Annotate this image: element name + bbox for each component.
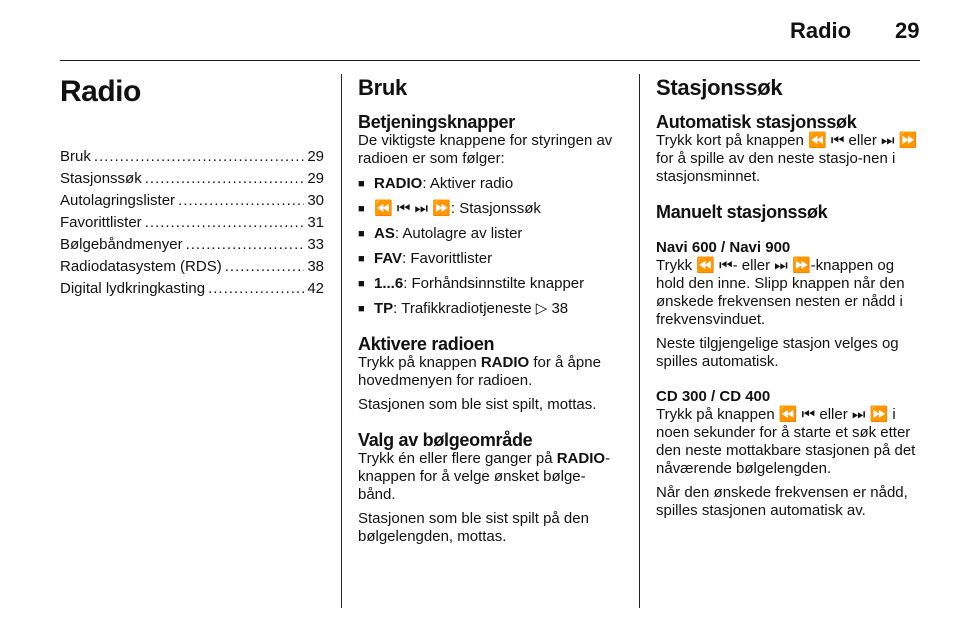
toc-entry-label: Stasjonssøk [60,170,142,187]
bullet-square-icon: ■ [358,178,365,190]
toc-leader [225,256,305,278]
heading-auto-search: Automatisk stasjonssøk [656,112,857,132]
auto-search-paragraph: Trykk kort på knappen ⏪ ⏮ eller ⏭ ⏩ for å spille av den neste stasjo-nen i stasjonsminnet. [656,132,918,185]
column-divider-2 [639,74,640,608]
bullet-text: ⏪ ⏮ ⏭ ⏩: Stasjonssøk [374,200,541,217]
bullet-text: : Forhåndsinnstilte knapper [403,275,585,292]
button-key: RADIO [556,450,606,467]
band-paragraph-1 [358,450,622,504]
button-key: RADIO [480,354,530,371]
button-key: TP [374,300,394,317]
toc-entry-label: Bruk [60,148,91,165]
page-number: 29 [895,18,920,43]
heading-cd: CD 300 / CD 400 [656,388,771,405]
toc-entry[interactable] [60,190,324,212]
bullet-item [358,175,622,193]
toc-entry-page: 38 [307,258,324,275]
toc-entry-label: Bølgebåndmenyer [60,236,183,253]
toc-entry-page: 30 [307,192,324,209]
toc-entry[interactable] [60,234,324,256]
bullet-text: : Aktiver radio [422,175,514,192]
text-run: -knappen for å velge ønsket bølge-bånd. [358,450,611,503]
button-key: 1...6 [374,275,404,292]
cd-paragraph-2: Når den ønskede frekvensen er nådd, spilles stasjonen automatisk av. [656,484,908,519]
toc-leader [145,212,305,234]
bullet-square-icon: ■ [358,253,365,265]
column-divider-1 [341,74,342,608]
heading-activate-radio: Aktivere radioen [358,334,495,354]
table-of-contents [60,146,324,300]
toc-entry[interactable] [60,146,324,168]
band-paragraph-2: Stasjonen som ble sist spilt på den bølgelengden, mottas. [358,510,589,545]
toc-column [60,74,324,300]
bullet-item [358,225,622,243]
toc-leader [178,190,304,212]
toc-entry[interactable] [60,168,324,190]
toc-entry-label: Digital lydkringkasting [60,280,206,297]
navi-paragraph-1: Trykk ⏪ ⏮- eller ⏭ ⏩-knappen og hold den inne. Slipp knappen når den ønskede frekvensen nesten er nådd i frekvensvinduet. [656,257,905,328]
toc-entry-page: 29 [307,170,324,187]
bullet-item [358,250,622,268]
toc-entry-page: 29 [307,148,324,165]
toc-entry[interactable] [60,212,324,234]
toc-entry[interactable] [60,278,324,300]
bullet-item [358,275,622,293]
toc-entry[interactable] [60,256,324,278]
bullet-text: : Autolagre av lister [394,225,523,242]
button-key: RADIO [374,175,423,192]
activate-paragraph-1 [358,354,622,390]
header-divider [60,60,920,61]
toc-leader [145,168,305,190]
text-run: for å åpne hovedmenyen for radioen. [358,354,601,389]
bullet-square-icon: ■ [358,303,365,315]
toc-entry-page: 33 [307,236,324,253]
heading-manual-search: Manuelt stasjonssøk [656,202,828,222]
heading-band-selection: Valg av bølgeområde [358,430,533,450]
toc-entry-label: Radiodatasystem (RDS) [60,258,222,275]
station-search-column [656,74,922,520]
activate-paragraph-2: Stasjonen som ble sist spilt, mottas. [358,396,597,413]
toc-entry-page: 42 [307,280,324,297]
bullet-square-icon: ■ [358,203,365,215]
cd-paragraph-1: Trykk på knappen ⏪ ⏮ eller ⏭ ⏩ i noen sekunder for å starte et søk etter den neste mottakbare stasjonen på det nåværende bølgelengden. [656,406,916,477]
toc-leader [94,146,304,168]
toc-leader [186,234,305,256]
running-header-title: Radio [790,18,852,43]
bullet-item [358,300,622,318]
bullet-square-icon: ■ [358,228,365,240]
usage-column [358,74,622,546]
bullet-item [358,200,622,218]
button-key: FAV [374,250,403,267]
button-key: AS [374,225,395,242]
navi-paragraph-2: Neste tilgjengelige stasjon velges og spilles automatisk. [656,335,899,370]
heading-control-buttons: Betjeningsknapper [358,112,515,132]
toc-entry-label: Favorittlister [60,214,142,231]
toc-leader [208,278,304,300]
toc-entry-label: Autolagringslister [60,192,176,209]
bullet-square-icon: ■ [358,278,365,290]
toc-entry-page: 31 [307,214,324,231]
section-title-stasjonssok: Stasjonssøk [656,75,783,100]
heading-navi: Navi 600 / Navi 900 [656,239,791,256]
bullet-text: : Trafikkradiotjeneste ▷ 38 [393,300,569,317]
bullet-text: : Favorittlister [402,250,493,267]
section-title-bruk: Bruk [358,75,407,100]
control-buttons-intro: De viktigste knappene for styringen av radioen er som følger: [358,132,613,167]
text-run: Trykk én eller flere ganger på [358,450,557,467]
chapter-title: Radio [60,75,141,108]
text-run: Trykk på knappen [358,354,481,371]
